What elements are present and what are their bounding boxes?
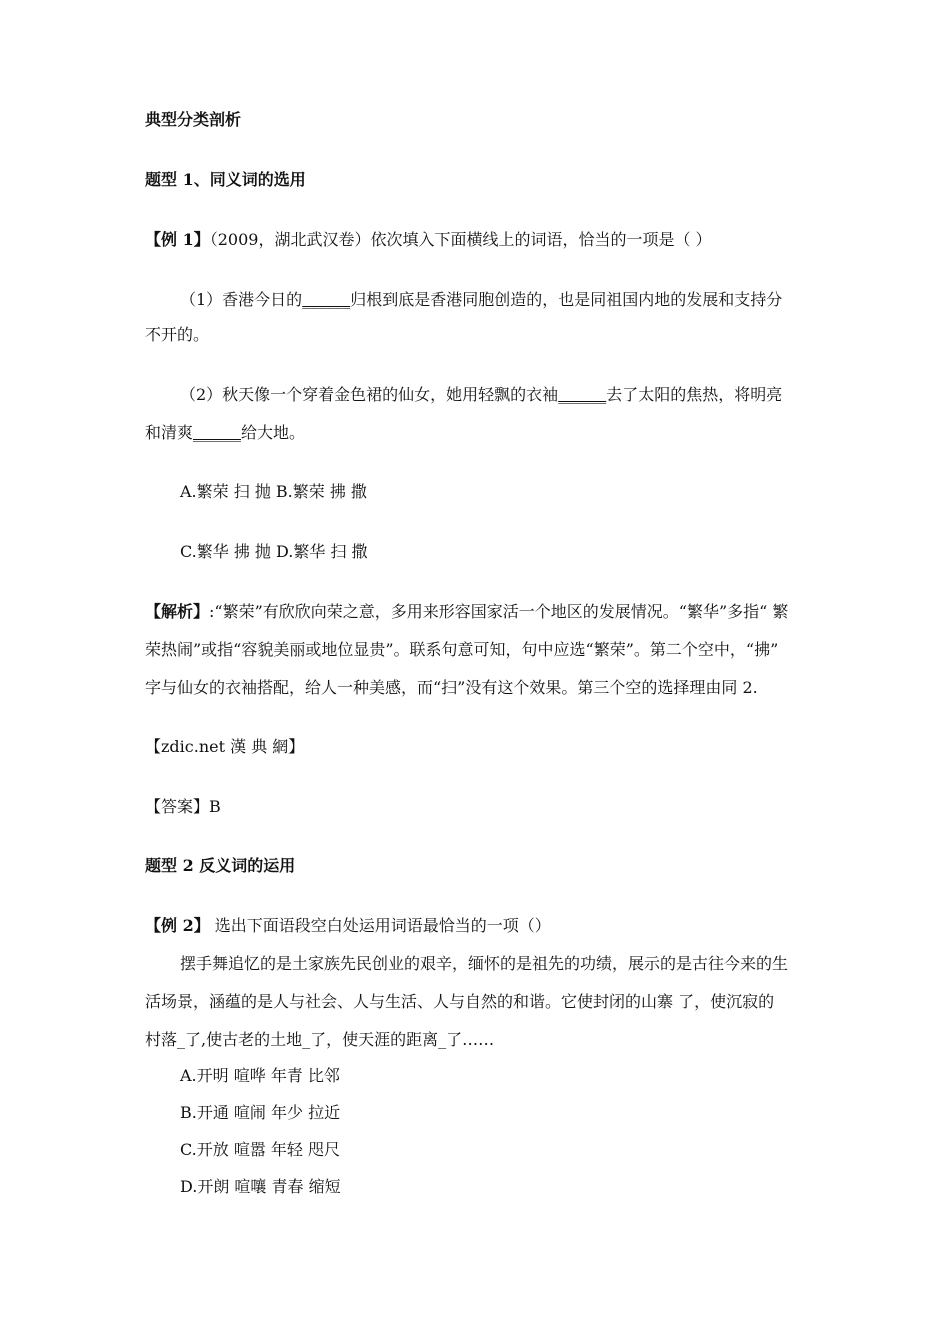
passage-line3: 村落_了,使古老的土地_了，使天涯的距离_了……: [145, 1030, 495, 1049]
option-c: C.开放 喧嚣 年轻 咫尺: [180, 1140, 341, 1159]
analysis-line1: [145, 602, 788, 622]
q2-text-d: 给大地。: [241, 423, 306, 442]
passage-line2: 活场景，涵蕴的是人与社会、人与生活、人与自然的和谐。它使封闭的山寨 了，使沉寂的: [145, 992, 775, 1011]
blank-line: ______: [558, 385, 607, 404]
question2-line1: [180, 385, 782, 405]
options-cd: C.繁华 拂 抛 D.繁华 扫 撒: [180, 542, 368, 561]
example2-line: [145, 916, 551, 936]
analysis-label: 【解析】: [145, 602, 210, 621]
example1-line: [145, 230, 712, 250]
type1-title: 题型 1、同义词的选用: [145, 170, 306, 189]
option-a: A.开明 喧哗 年青 比邻: [180, 1066, 340, 1085]
source-line: 【zdic.net 漢 典 網】: [145, 737, 305, 756]
analysis-text-1: :“繁荣”有欣欣向荣之意，多用来形容国家活一个地区的发展情况。“繁华”多指“ 繁: [209, 602, 789, 621]
section-heading: 典型分类剖析: [145, 110, 242, 129]
example2-text: 选出下面语段空白处运用词语最恰当的一项（）: [209, 916, 551, 935]
q2-text-c: 和清爽: [145, 423, 194, 442]
answer-line: 【答案】B: [145, 797, 221, 816]
type2-title: 题型 2 反义词的运用: [145, 856, 296, 875]
q1-text-b: 归根到底是香港同胞创造的，也是同祖国内地的发展和支持分: [350, 290, 783, 309]
blank-line: ______: [193, 423, 242, 442]
q1-text-a: （1）香港今日的: [180, 290, 303, 309]
question1-line2: 不开的。: [145, 325, 210, 344]
blank-line: ______: [302, 290, 351, 309]
options-ab: A.繁荣 扫 抛 B.繁荣 拂 撒: [180, 482, 367, 501]
q2-text-a: （2）秋天像一个穿着金色裙的仙女，她用轻飘的衣袖: [180, 385, 559, 404]
analysis-line2: 荣热闹”或指“容貌美丽或地位显贵”。联系句意可知，句中应选“繁荣”。第二个空中，“拂”: [145, 640, 779, 659]
example2-label: 【例 2】: [145, 916, 210, 935]
analysis-line3: 字与仙女的衣袖搭配，给人一种美感，而“扫”没有这个效果。第三个空的选择理由同 2.: [145, 678, 758, 697]
q2-text-b: 去了太阳的焦热，将明亮: [606, 385, 783, 404]
option-d: D.开朗 喧嚷 青春 缩短: [180, 1177, 341, 1196]
example1-text: （2009，湖北武汉卷）依次填入下面横线上的词语，恰当的一项是（ ）: [209, 230, 712, 249]
question1-line1: [180, 290, 782, 310]
option-b: B.开通 喧闹 年少 拉近: [180, 1103, 341, 1122]
example1-label: 【例 1】: [145, 230, 210, 249]
question2-line2: [145, 423, 305, 443]
passage-line1: 摆手舞追忆的是土家族先民创业的艰辛，缅怀的是祖先的功绩，展示的是古往今来的生: [180, 954, 789, 973]
